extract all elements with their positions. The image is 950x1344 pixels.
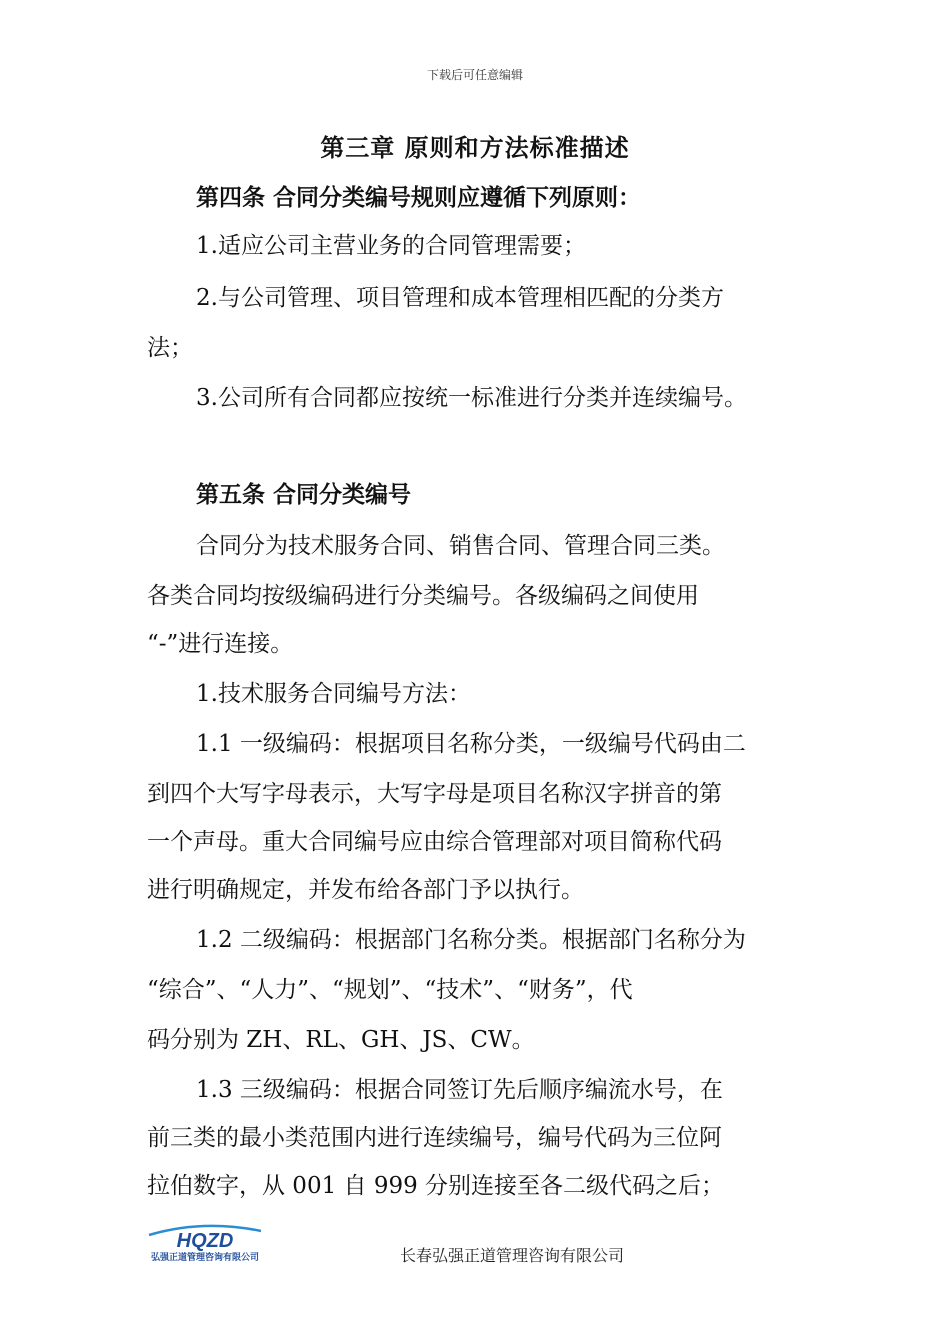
article5-line: 码分别为 ZH、RL、GH、JS、CW。	[147, 1027, 535, 1053]
article5-line: “-”进行连接。	[147, 631, 294, 657]
article4-item-3: 3.公司所有合同都应按统一标准进行分类并连续编号。	[196, 385, 747, 411]
header-note: 下载后可任意编辑	[426, 68, 523, 82]
article5-line: 一个声母。重大合同编号应由综合管理部对项目简称代码	[147, 829, 722, 855]
article5-line: 前三类的最小类范围内进行连续编号，编号代码为三位阿	[147, 1125, 722, 1151]
footer-company: 长春弘强正道管理咨询有限公司	[400, 1246, 625, 1265]
logo-subtext: 弘强正道管理咨询有限公司	[150, 1253, 260, 1263]
article5-line: 进行明确规定，并发布给各部门予以执行。	[147, 877, 584, 903]
article4-item-2-cont: 法；	[147, 335, 193, 361]
article5-title: 第五条 合同分类编号	[196, 481, 412, 508]
article5-line: 1.3 三级编码：根据合同签订先后顺序编流水号，在	[196, 1077, 723, 1103]
article5-line: 1.技术服务合同编号方法：	[196, 681, 471, 707]
article5-line: 合同分为技术服务合同、销售合同、管理合同三类。	[196, 533, 725, 559]
article5-line: 拉伯数字，从 001 自 999 分别连接至各二级代码之后；	[147, 1173, 725, 1199]
article5-line: 1.2 二级编码：根据部门名称分类。根据部门名称分为	[196, 927, 746, 953]
article5-line: 1.1 一级编码：根据项目名称分类，一级编号代码由二	[196, 731, 746, 757]
article5-line: “综合”、“人力”、“规划”、“技术”、“财务”，代	[147, 977, 633, 1003]
logo-text: HQZD	[176, 1230, 234, 1252]
article4-item-1: 1.适应公司主营业务的合同管理需要；	[196, 233, 586, 259]
article4-item-2: 2.与公司管理、项目管理和成本管理相匹配的分类方	[196, 285, 724, 311]
article5-line: 各类合同均按级编码进行分类编号。各级编码之间使用	[147, 583, 699, 609]
article5-line: 到四个大写字母表示，大写字母是项目名称汉字拼音的第	[147, 781, 722, 807]
article4-title: 第四条 合同分类编号规则应遵循下列原则：	[196, 184, 642, 211]
company-logo	[143, 1221, 268, 1263]
chapter-title: 第三章 原则和方法标准描述	[320, 133, 630, 162]
